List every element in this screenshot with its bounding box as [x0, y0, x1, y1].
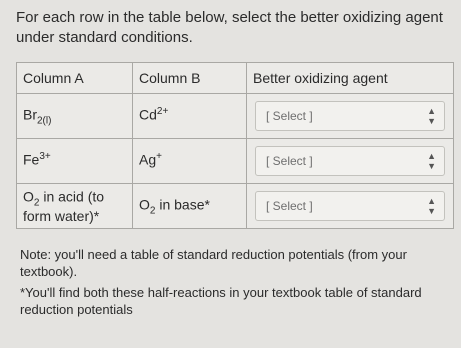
chevron-updown-icon: ▲ ▼ [427, 196, 436, 216]
column-a-header: Column A [17, 63, 133, 94]
oxidizing-agent-table [16, 62, 454, 229]
select-placeholder: [ Select ] [266, 154, 313, 168]
answer-select-row-3[interactable] [255, 191, 445, 221]
column-b-cell: $O_2$ in base* [133, 184, 247, 229]
column-a-cell: $Fe^{3+}$ [17, 139, 133, 184]
answer-cell [247, 94, 454, 139]
column-b-header: Column B [133, 63, 247, 94]
answer-select-row-1[interactable] [255, 101, 445, 131]
chevron-updown-icon: ▲ ▼ [427, 106, 436, 126]
select-placeholder: [ Select ] [266, 199, 313, 213]
answer-cell [247, 139, 454, 184]
better-oxidizing-agent-header: Better oxidizing agent [247, 63, 454, 94]
column-b-cell: Ag+ [133, 139, 247, 184]
footnote: *You'll find both these half-reactions in your textbook table of standard reduction potentials [20, 285, 422, 317]
table-row [17, 94, 454, 139]
select-placeholder: [ Select ] [266, 109, 313, 123]
column-b-cell: $Cd^{2+}$ [133, 94, 247, 139]
chevron-updown-icon: ▲ ▼ [427, 151, 436, 171]
column-a-cell: $Br_{2(l)}$ [17, 94, 133, 139]
column-a-cell: $O_2$ in acid (to form water)* [17, 184, 133, 229]
reference-note: Note: you'll need a table of standard reduction potentials (from your textbook). [20, 247, 407, 279]
answer-select-row-2[interactable] [255, 146, 445, 176]
table-header-row [17, 63, 454, 94]
table-row [17, 139, 454, 184]
question-prompt: For each row in the table below, select the better oxidizing agent under standard conditions. [16, 9, 443, 46]
table-row [17, 184, 454, 229]
answer-cell [247, 184, 454, 229]
